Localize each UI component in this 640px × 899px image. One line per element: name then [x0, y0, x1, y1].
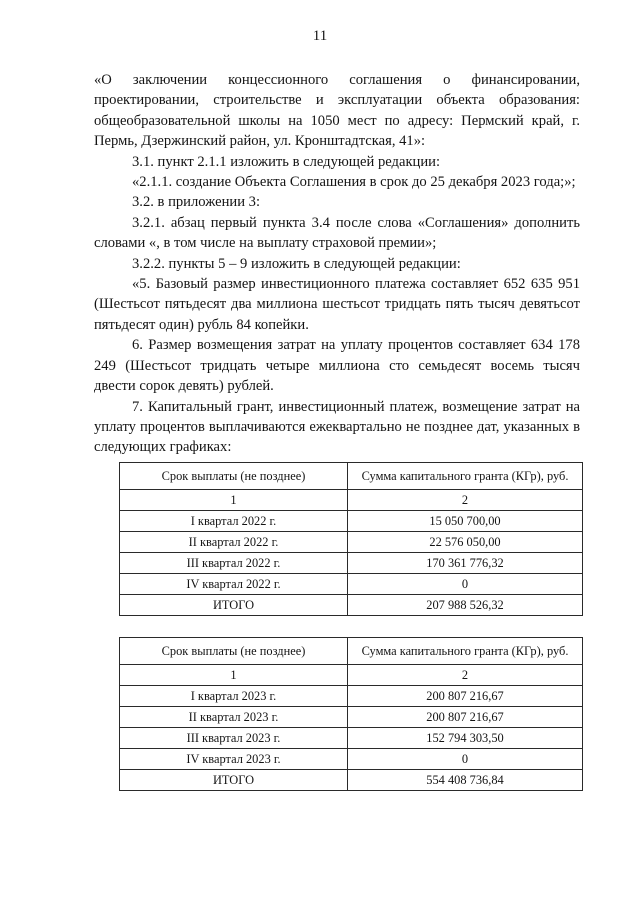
period-cell: II квартал 2022 г.	[120, 532, 348, 553]
header-payment-deadline: Срок выплаты (не позднее)	[120, 463, 348, 490]
paragraph-3-2-1: 3.2.1. абзац первый пункта 3.4 после слова «Соглашения» дополнить словами «, в том числе на выплату страховой премии»;	[94, 214, 580, 252]
table-header-row	[120, 463, 583, 490]
table-row	[120, 532, 583, 553]
column-number-row	[120, 490, 583, 511]
period-cell: III квартал 2023 г.	[120, 728, 348, 749]
period-cell: III квартал 2022 г.	[120, 553, 348, 574]
amount-cell: 170 361 776,32	[348, 553, 583, 574]
period-cell: I квартал 2023 г.	[120, 686, 348, 707]
body-text	[94, 70, 580, 458]
table-row	[120, 728, 583, 749]
table-total-row	[120, 770, 583, 791]
header-payment-deadline: Срок выплаты (не позднее)	[120, 638, 348, 665]
table-row	[120, 553, 583, 574]
table-row	[120, 749, 583, 770]
amount-cell: 0	[348, 574, 583, 595]
period-cell: II квартал 2023 г.	[120, 707, 348, 728]
paragraph-3-1: 3.1. пункт 2.1.1 изложить в следующей редакции:	[132, 153, 441, 170]
amount-cell: 0	[348, 749, 583, 770]
paragraph-item-6: 6. Размер возмещения затрат на уплату процентов составляет 634 178 249 (Шестьсот тридцать четыре миллиона сто семьдесят восемь тысяч двести сорок девять) рублей.	[94, 337, 580, 395]
paragraph-item-7: 7. Капитальный грант, инвестиционный платеж, возмещение затрат на уплату процентов выплачиваются ежеквартально не позднее дат, указанных в следующих графиках:	[94, 398, 580, 456]
table-row	[120, 707, 583, 728]
paragraph-decree-title: «О заключении концессионного соглашения о финансировании, проектировании, строительстве и эксплуатации объекта образования: общеобразовательной школы на 1050 мест по адресу: Пермский край, г. Пермь, Дзержинский район, ул. Кронштадтская, 41»:	[94, 72, 580, 150]
column-number-cell: 1	[120, 490, 348, 511]
column-number-cell: 2	[348, 665, 583, 686]
paragraph-2-1-1: «2.1.1. создание Объекта Соглашения в срок до 25 декабря 2023 года;»;	[132, 174, 576, 191]
table-total-row	[120, 595, 583, 616]
amount-cell: 200 807 216,67	[348, 686, 583, 707]
period-cell: IV квартал 2022 г.	[120, 574, 348, 595]
table-header-row	[120, 638, 583, 665]
header-grant-amount: Сумма капитального гранта (КГр), руб.	[348, 638, 583, 665]
header-grant-amount: Сумма капитального гранта (КГр), руб.	[348, 463, 583, 490]
amount-cell: 152 794 303,50	[348, 728, 583, 749]
column-number-cell: 1	[120, 665, 348, 686]
period-cell: I квартал 2022 г.	[120, 511, 348, 532]
amount-cell: 22 576 050,00	[348, 532, 583, 553]
column-number-cell: 2	[348, 490, 583, 511]
payment-schedule-table-2023	[119, 637, 583, 791]
table-row	[120, 686, 583, 707]
total-label-cell: ИТОГО	[120, 595, 348, 616]
table-row	[120, 511, 583, 532]
amount-cell: 15 050 700,00	[348, 511, 583, 532]
payment-schedule-table-2022	[119, 462, 583, 616]
page-number: 11	[312, 28, 328, 44]
total-amount-cell: 554 408 736,84	[348, 770, 583, 791]
total-amount-cell: 207 988 526,32	[348, 595, 583, 616]
paragraph-3-2: 3.2. в приложении 3:	[132, 194, 261, 211]
total-label-cell: ИТОГО	[120, 770, 348, 791]
table-row	[120, 574, 583, 595]
period-cell: IV квартал 2023 г.	[120, 749, 348, 770]
paragraph-item-5: «5. Базовый размер инвестиционного платежа составляет 652 635 951 (Шестьсот пятьдесят два миллиона шестьсот тридцать пять тысяч девятьсот пятьдесят один) рубль 84 копейки.	[94, 276, 580, 333]
column-number-row	[120, 665, 583, 686]
amount-cell: 200 807 216,67	[348, 707, 583, 728]
paragraph-3-2-2: 3.2.2. пункты 5 – 9 изложить в следующей редакции:	[132, 255, 461, 272]
